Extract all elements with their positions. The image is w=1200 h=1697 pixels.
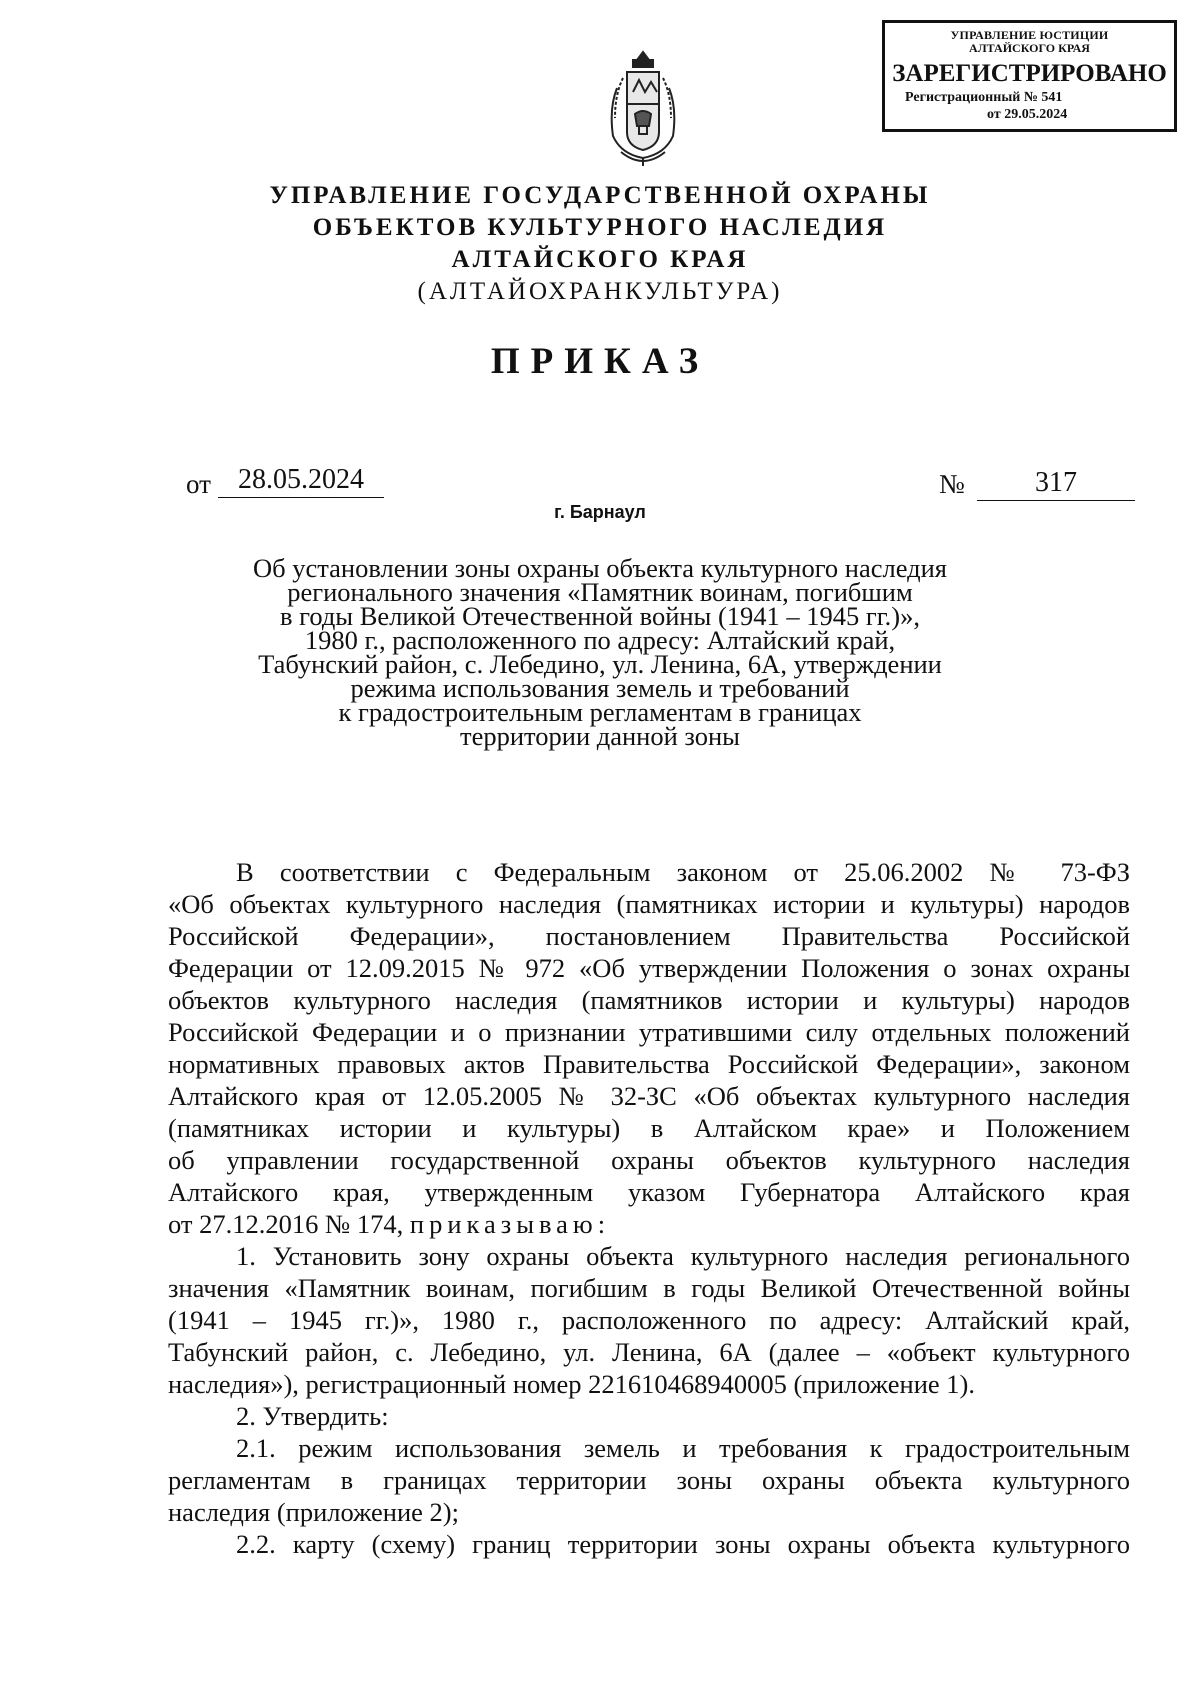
coat-of-arms-icon (603, 48, 683, 173)
body-line-text: от 27.12.2016 № 174, (168, 1209, 404, 1239)
subject-line: в годы Великой Отечественной войны (1941 – 1945 гг.)», (279, 601, 921, 631)
stamp-agency-line2: АЛТАЙСКОГО КРАЯ (969, 41, 1090, 55)
body-line: наследия»), регистрационный номер 221610468940005 (приложение 1). (168, 1369, 975, 1399)
body-line: Российской Федерации и о признании утратившими силу отдельных положений (168, 1017, 1130, 1047)
subject-line: Табунский район, с. Лебедино, ул. Ленина, 6А, утверждении (258, 649, 942, 679)
document-type-title: ПРИКАЗ (490, 341, 710, 382)
stamp-reg-number: Регистрационный № 541 (905, 90, 1063, 105)
body-line (168, 1209, 1130, 1240)
body-line: Российской Федерации», постановлением Правительства Российской (168, 921, 1130, 951)
body-line: В соответствии с Федеральным законом от 25.06.2002 № 73-ФЗ (236, 857, 1130, 887)
stamp-reg-date: от 29.05.2024 (987, 107, 1068, 122)
body-line: «Об объектах культурного наследия (памятниках истории и культуры) народов (168, 889, 1130, 919)
body-line: 2. Утвердить: (236, 1401, 389, 1431)
org-name-line: ОБЪЕКТОВ КУЛЬТУРНОГО НАСЛЕДИЯ (312, 214, 888, 241)
org-name-line: АЛТАЙСКОГО КРАЯ (451, 246, 749, 273)
stamp-agency-line1: УПРАВЛЕНИЕ ЮСТИЦИИ (950, 28, 1109, 42)
body-line: 2.1. режим использования земель и требования к градостроительным (236, 1433, 1130, 1463)
registration-stamp (882, 20, 1177, 132)
subject-line: к градостроительным регламентам в границах (338, 697, 862, 727)
body-line: наследия (приложение 2); (168, 1497, 459, 1527)
document-date: 28.05.2024 (218, 463, 384, 498)
subject-line: 1980 г., расположенного по адресу: Алтайский край, (304, 625, 896, 655)
org-short-name: (АЛТАЙОХРАНКУЛЬТУРА) (417, 278, 783, 305)
subject-line: территории данной зоны (460, 721, 740, 751)
body-line: Табунский район, с. Лебедино, ул. Ленина, 6А (далее – «объект культурного (168, 1337, 1130, 1367)
body-line: Федерации от 12.09.2015 № 972 «Об утверждении Положения о зонах охраны (168, 953, 1130, 983)
org-name-line: УПРАВЛЕНИЕ ГОСУДАРСТВЕННОЙ ОХРАНЫ (269, 182, 931, 209)
body-line: (1941 – 1945 гг.)», 1980 г., расположенного по адресу: Алтайский край, (168, 1305, 1130, 1335)
body-line: 1. Установить зону охраны объекта культурного наследия регионального (236, 1241, 1130, 1271)
document-number: 317 (977, 466, 1135, 501)
body-line: регламентам в границах территории зоны охраны объекта культурного (168, 1465, 1130, 1495)
date-label: от (186, 469, 211, 499)
body-line: Алтайского края, утвержденным указом Губернатора Алтайского края (168, 1177, 1130, 1207)
body-line: (памятниках истории и культуры) в Алтайском крае» и Положением (168, 1113, 1130, 1143)
document-subject (0, 553, 1200, 751)
city: г. Барнаул (554, 502, 646, 522)
body-line: об управлении государственной охраны объектов культурного наследия (168, 1145, 1130, 1175)
number-label: № (939, 469, 965, 499)
stamp-status: ЗАРЕГИСТРИРОВАНО (892, 60, 1167, 87)
body-line: объектов культурного наследия (памятников истории и культуры) народов (168, 985, 1130, 1015)
subject-line: режима использования земель и требований (350, 673, 850, 703)
body-line: нормативных правовых актов Правительства Российской Федерации», законом (168, 1049, 1130, 1079)
subject-line: регионального значения «Памятник воинам, погибшим (287, 577, 913, 607)
body-line: 2.2. карту (схему) границ территории зоны охраны объекта культурного (236, 1529, 1130, 1559)
body-line: значения «Памятник воинам, погибшим в годы Великой Отечественной войны (168, 1273, 1130, 1303)
subject-line: Об установлении зоны охраны объекта культурного наследия (253, 553, 947, 583)
body-line: Алтайского края от 12.05.2005 № 32-ЗС «Об объектах культурного наследия (168, 1081, 1130, 1111)
order-word: приказываю: (409, 1209, 611, 1239)
